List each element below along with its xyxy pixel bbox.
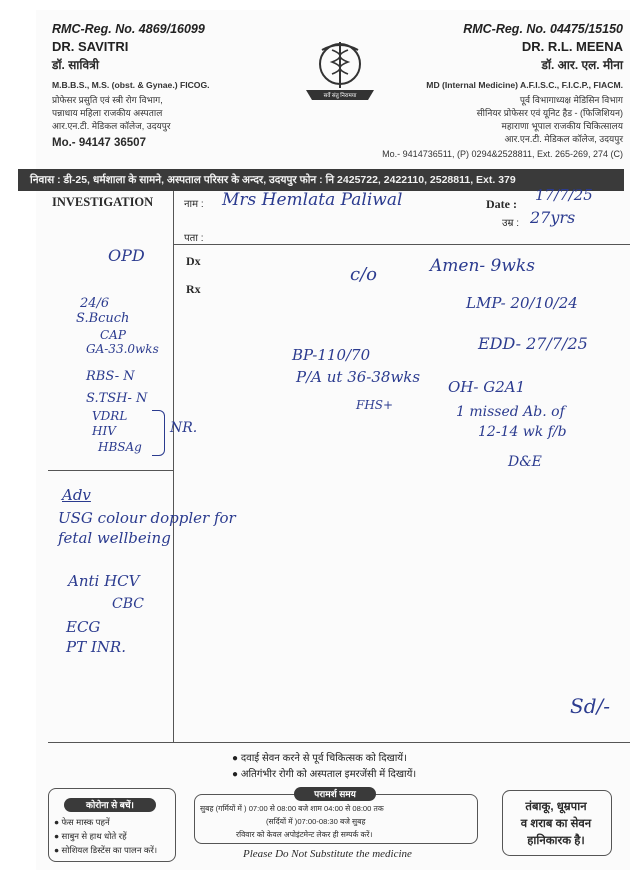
bp-note: BP-110/70 — [292, 346, 371, 364]
visit-date: 17/7/25 — [535, 186, 593, 204]
right-doctor-name: DR. R.L. MEENA — [521, 39, 623, 54]
patient-info-rule — [173, 244, 630, 245]
corona-item-text: साबुन से हाथ धोते रहें — [61, 831, 127, 841]
edd-note: EDD- 27/7/25 — [478, 334, 588, 353]
right-contact: Mo.- 9414736511, (P) 0294&2528811, Ext. 265-269, 274 (C) — [382, 149, 623, 159]
investigation-label: INVESTIGATION — [52, 195, 154, 209]
left-mobile: Mo.- 94147 36507 — [52, 137, 146, 149]
corona-item-text: फेस मास्क पहनें — [61, 817, 110, 827]
patient-age: 27yrs — [530, 208, 576, 227]
test-item: HIV — [92, 424, 116, 438]
right-designation-1: पूर्व विभागाध्यक्ष मेडिसिन विभाग — [519, 95, 623, 105]
advice-item: ECG — [66, 618, 101, 636]
consult-line-1: सुबह (गर्मियों में ) 07:00 से 08:00 बजे शाम 04:00 से 08:00 तक — [200, 804, 384, 813]
test-item: CAP — [100, 328, 126, 342]
age-label: उम्र : — [502, 218, 520, 229]
opd-note: OPD — [108, 246, 145, 265]
left-degrees: M.B.B.S., M.S. (obst. & Gynae.) FICOG. — [52, 80, 210, 90]
per-abdomen-note: P/A ut 36-38wks — [296, 368, 421, 386]
form-divider — [173, 191, 174, 742]
test-item: HBSAg — [98, 440, 142, 454]
consult-line-2: (सर्दियों में )07:00-08:30 बजे सुबह — [266, 817, 366, 826]
test-item: VDRL — [92, 409, 128, 423]
fhs-note: FHS+ — [356, 398, 394, 412]
name-label: नाम : — [184, 199, 204, 210]
lmp-note: LMP- 20/10/24 — [466, 294, 578, 312]
corona-title: कोरोना से बचें। — [64, 798, 156, 812]
advice-item: USG colour doppler for fetal wellbeing — [58, 509, 236, 547]
corona-item: ● साबुन से हाथ धोते रहें — [54, 831, 127, 841]
corona-item: ● सोशियल डिस्टेंस का पालन करें। — [54, 845, 158, 855]
test-item: GA-33.0wks — [86, 342, 159, 356]
tests-date: 24/6 — [80, 296, 110, 311]
note-1-text: दवाई सेवन करने से पूर्व चिकित्सक को दिखायें। — [240, 753, 407, 764]
right-designation-4: आर.एन.टी. मेडिकल कॉलेज, उदयपुर — [504, 134, 623, 144]
corona-item-text: सोशियल डिस्टेंस का पालन करें। — [61, 845, 158, 855]
corona-item: ● फेस मास्क पहनें — [54, 817, 110, 827]
left-designation-3: आर.एन.टी. मेडिकल कॉलेज, उदयपुर — [52, 121, 171, 131]
substitute-note: Please Do Not Substitute the medicine — [243, 848, 412, 860]
footer-rule — [48, 742, 630, 743]
tobacco-line-1: तंबाकू, धूम्रपान — [525, 801, 587, 813]
logo-motto: सर्वे संतु निरामया — [323, 93, 357, 99]
amenorrhea-note: Amen- 9wks — [430, 256, 535, 276]
doctor-signature: Sd/- — [570, 694, 610, 718]
right-doctor-name-hindi: डॉ. आर. एल. मीना — [541, 58, 623, 72]
advice-heading: Adv — [62, 486, 91, 504]
note-2-text: अतिगंभीर रोगी को अस्पताल इमरजेंसी में दिखायें। — [240, 769, 417, 780]
date-label: Date : — [486, 197, 517, 211]
left-reg-number: RMC-Reg. No. 4869/16099 — [52, 22, 205, 36]
right-degrees: MD (Internal Medicine) A.F.I.S.C., F.I.C.P., FIACM. — [426, 80, 623, 90]
rx-label: Rx — [186, 282, 201, 296]
advice-item: Anti HCV — [68, 572, 140, 590]
test-item: RBS- N — [86, 369, 135, 384]
dx-label: Dx — [186, 254, 201, 268]
left-designation-1: प्रोफेसर प्रसुति एवं स्त्री रोग विभाग, — [52, 95, 163, 105]
consult-line-3: रविवार को केवल अपोइंटमेन्ट लेकर ही सम्पर्क करें। — [236, 830, 373, 839]
left-doctor-name: DR. SAVITRI — [52, 39, 129, 54]
left-doctor-name-hindi: डॉ. सावित्री — [52, 58, 99, 72]
consult-title: परामर्श समय — [294, 787, 376, 801]
obstetric-history: OH- G2A1 — [448, 378, 526, 396]
tobacco-line-3: हानिकारक है। — [527, 835, 585, 847]
advice-item: CBC — [112, 596, 144, 612]
history-line-1: 1 missed Ab. of — [456, 404, 565, 420]
results-brace — [152, 410, 165, 456]
patient-name: Mrs Hemlata Paliwal — [222, 190, 403, 210]
advice-item: PT INR. — [66, 638, 126, 656]
tobacco-line-2: व शराब का सेवन — [520, 818, 592, 830]
note-2: ● अतिगंभीर रोगी को अस्पताल इमरजेंसी में दिखायें। — [232, 769, 417, 780]
history-line-2: 12-14 wk f/b — [478, 424, 567, 440]
address-label: पता : — [184, 233, 204, 244]
test-item: S.TSH- N — [86, 391, 148, 406]
investigation-rule — [48, 470, 173, 471]
note-1: ● दवाई सेवन करने से पूर्व चिकित्सक को दिखायें। — [232, 753, 407, 764]
right-reg-number: RMC-Reg. No. 04475/15150 — [463, 22, 623, 36]
history-line-3: D&E — [508, 454, 542, 470]
right-designation-2: सीनियर प्रोफेसर एवं यूनिट हैड - (फिजिशियन) — [476, 108, 623, 118]
address-banner: निवास : डी-25, धर्मशाला के सामने, अस्पताल परिसर के अन्दर, उदयपुर फोन : नि 2425722, 2422110, 2528811, Ext. 379 — [18, 169, 624, 191]
right-designation-3: महाराणा भूपाल राजकीय चिकित्सालय — [501, 121, 623, 131]
left-designation-2: पन्नाधाय महिला राजकीय अस्पताल — [52, 108, 163, 118]
complaint-label: c/o — [350, 264, 377, 285]
test-item: S.Bcuch — [76, 311, 130, 326]
test-result-nr: NR. — [170, 420, 198, 436]
